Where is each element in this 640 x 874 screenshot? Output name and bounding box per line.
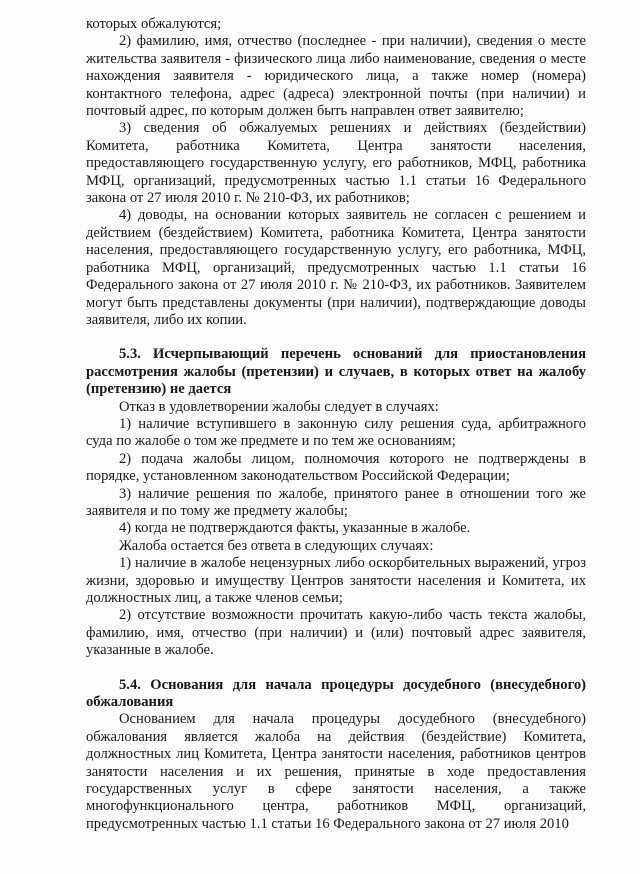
section-heading-5-3: 5.3. Исчерпывающий перечень оснований для приостановления рассмотрения жалобы (претензии) и случаев, в которых ответ на жалобу (претензию) не дается [86, 346, 586, 398]
section-heading-5-4: 5.4. Основания для начала процедуры досудебного (внесудебного) обжалования [86, 676, 586, 711]
refusal-item-2: 2) подача жалобы лицом, полномочия которого не подтверждены в порядке, установленном законодательством Российской Федерации; [86, 450, 586, 485]
no-answer-item-1: 1) наличие в жалобе нецензурных либо оскорбительных выражений, угроз жизни, здоровью и имуществу Центров занятости населения и Комитета, их должностных лиц, а также членов семьи; [86, 555, 586, 606]
paragraph-grounds: Основанием для начала процедуры досудебного (внесудебного) обжалования является жалоба на действия (бездействие) Комитета, должностных лиц Комитета, Центра занятости населения, работников центров занятости населения и их решения, принятые в ходе предоставления государственных услуг в сфере занятости населения, а также многофункционального центра, работников МФЦ, организаций, предусмотренных частью 1.1 статьи 16 Федерального закона от 27 июля 2010 [86, 711, 586, 832]
paragraph-continuation: которых обжалуются; [86, 16, 222, 32]
refusal-item-1: 1) наличие вступившего в законную силу решения суда, арбитражного суда по жалобе о том же предмете и по тем же основаниям; [86, 415, 586, 450]
refusal-item-4: 4) когда не подтверждаются факты, указанные в жалобе. [119, 520, 471, 537]
list-item-4: 4) доводы, на основании которых заявитель не согласен с решением и действием (бездействием) Комитета, работника Комитета, Центра занятости населения, предоставляющего государственную услугу, его работника, МФЦ, работника МФЦ, организаций, предусмотренных частью 1.1 статьи 16 Федерального закона от 27 июля 2010 г. № 210-ФЗ, их работников. Заявителем могут быть представлены документы (при наличии), подтверждающие доводы заявителя, либо их копии. [86, 207, 586, 328]
paragraph-no-answer-intro: Жалоба остается без ответа в следующих случаях: [119, 537, 434, 554]
list-item-3: 3) сведения об обжалуемых решениях и действиях (бездействии) Комитета, работника Комитета, Центра занятости населения, предоставляющего государственную услугу, его работников, МФЦ, работника МФЦ, организаций, предусмотренных частью 1.1 статьи 16 Федерального закона от 27 июля 2010 г. № 210-ФЗ, их работников; [86, 120, 586, 207]
list-item-2: 2) фамилию, имя, отчество (последнее - при наличии), сведения о месте жительства заявителя - физического лица либо наименование, сведения о месте нахождения заявителя - юридического лица, а также номер (номера) контактного телефона, адрес (адреса) электронной почты (при наличии) и почтовый адрес, по которым должен быть направлен ответ заявителю; [86, 33, 586, 120]
paragraph-refusal-intro: Отказ в удовлетворении жалобы следует в случаях: [119, 398, 439, 415]
refusal-item-3: 3) наличие решения по жалобе, принятого ранее в отношении того же заявителя и по тому же предмету жалобы; [86, 485, 586, 519]
no-answer-item-2: 2) отсутствие возможности прочитать какую-либо часть текста жалобы, фамилию, имя, отчество (при наличии) и (или) почтовый адрес заявителя, указанные в жалобе. [86, 607, 586, 659]
